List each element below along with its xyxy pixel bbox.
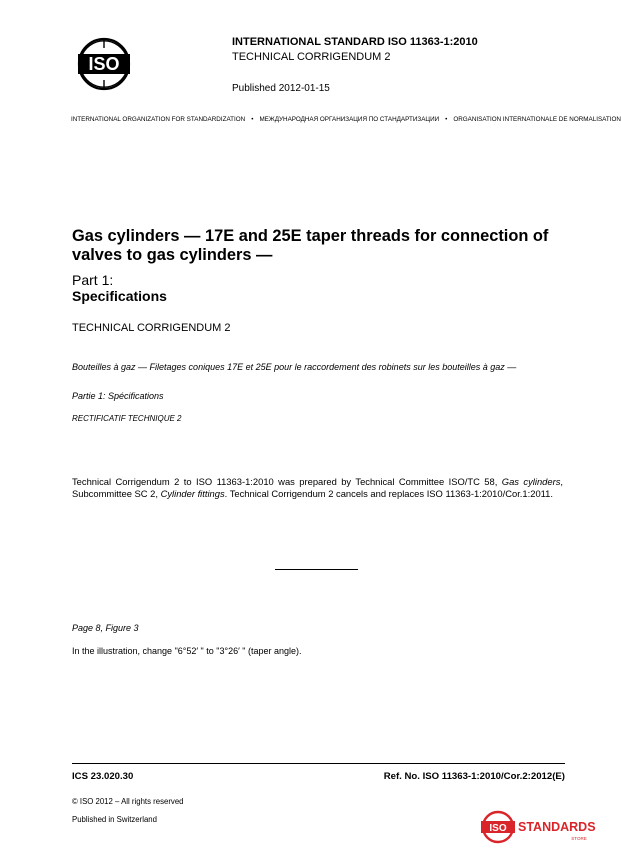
french-title: Bouteilles à gaz — Filetages coniques 17E et 25E pour le raccordement des robinets sur les bouteilles à gaz — <box>72 362 517 372</box>
published-date: Published 2012-01-15 <box>232 83 330 94</box>
body-text: . Technical Corrigendum 2 cancels and replaces ISO 11363-1:2010/Cor.1:2011. <box>224 488 553 500</box>
badge-label: STANDARDS <box>518 820 596 834</box>
corrigendum-label: TECHNICAL CORRIGENDUM 2 <box>72 322 231 334</box>
standards-store-badge[interactable] <box>479 806 597 848</box>
corrigendum-title: TECHNICAL CORRIGENDUM 2 <box>232 51 391 63</box>
document-title: Gas cylinders — 17E and 25E taper threads for connection of valves to gas cylinders — <box>72 227 549 264</box>
french-part: Partie 1: Spécifications <box>72 391 164 401</box>
organization-line <box>71 116 621 123</box>
reference-number: Ref. No. ISO 11363-1:2010/Cor.2:2012(E) <box>383 771 565 782</box>
organization-name-en: INTERNATIONAL ORGANIZATION FOR STANDARDIZATION <box>71 116 246 123</box>
ics-code: ICS 23.020.30 <box>72 771 134 782</box>
part-label: Part 1: <box>72 272 114 288</box>
section-divider <box>275 569 358 570</box>
separator-dot: • <box>445 116 448 123</box>
badge-logo-icon <box>481 812 515 842</box>
body-paragraph <box>72 476 563 501</box>
separator-dot: • <box>251 116 254 123</box>
iso-logo-text: ISO <box>88 54 120 74</box>
organization-name-ru: МЕЖДУНАРОДНАЯ ОРГАНИЗАЦИЯ ПО СТАНДАРТИЗАЦИИ <box>259 116 440 123</box>
correction-instruction: In the illustration, change "6°52′ " to "3°26′ " (taper angle). <box>72 646 302 656</box>
copyright-notice: © ISO 2012 – All rights reserved <box>72 797 184 806</box>
body-text: , Subcommittee SC 2, <box>72 476 564 500</box>
committee-name: Gas cylinders <box>501 476 561 487</box>
badge-sublabel: STORE <box>571 836 587 841</box>
organization-name-fr: ORGANISATION INTERNATIONALE DE NORMALISATION <box>453 116 621 123</box>
standard-title: INTERNATIONAL STANDARD ISO 11363-1:2010 <box>232 36 478 48</box>
footer-divider <box>72 763 565 764</box>
subcommittee-name: Cylinder fittings <box>160 488 225 500</box>
iso-logo <box>72 36 136 92</box>
correction-location: Page 8, Figure 3 <box>72 623 139 633</box>
french-corrigendum-label: RECTIFICATIF TECHNIQUE 2 <box>72 414 182 423</box>
body-text: Technical Corrigendum 2 to ISO 11363-1:2010 was prepared by Technical Committee ISO/TC 58, <box>72 476 502 487</box>
published-location: Published in Switzerland <box>72 815 157 824</box>
part-title: Specifications <box>72 288 167 304</box>
badge-logo-text: ISO <box>489 823 507 834</box>
